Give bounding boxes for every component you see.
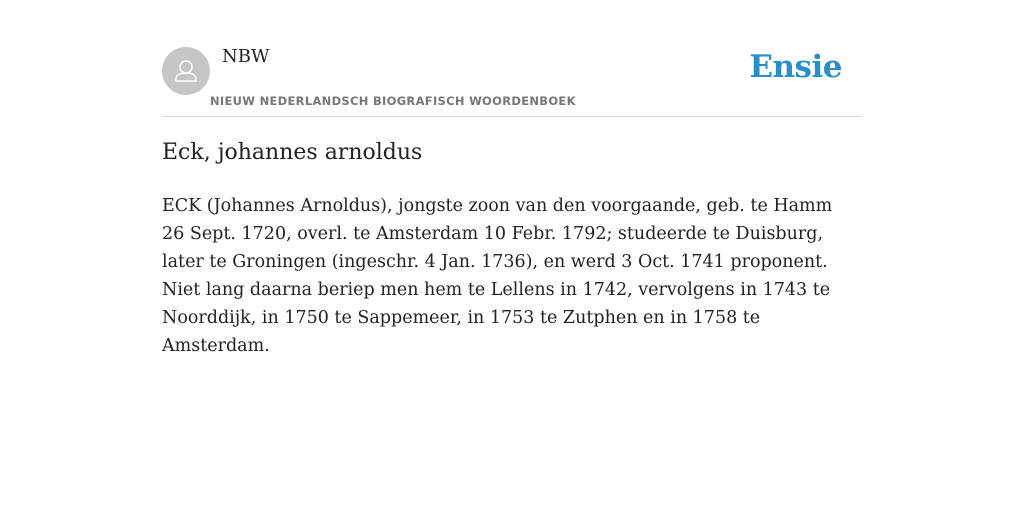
source-full-name: NIEUW NEDERLANDSCH BIOGRAFISCH WOORDENBOEK bbox=[210, 94, 576, 108]
entry-card bbox=[162, 0, 862, 512]
source-abbreviation[interactable]: NBW bbox=[222, 46, 270, 67]
entry-title: Eck, johannes arnoldus bbox=[162, 140, 423, 165]
entry-header bbox=[162, 0, 862, 117]
user-icon bbox=[162, 47, 210, 95]
entry-body: ECK (Johannes Arnoldus), jongste zoon van den voorgaande, geb. te Hamm 26 Sept. 1720, overl. te Amsterdam 10 Febr. 1792; studeerde te Duisburg, later te Groningen (ingeschr. 4 Jan. 1736), en werd 3 Oct. 1741 proponent. Niet lang daarna beriep men hem te Lellens in 1742, vervolgens in 1743 te Noorddijk, in 1750 te Sappemeer, in 1753 te Zutphen en in 1758 te Amsterdam. bbox=[162, 196, 833, 356]
avatar[interactable] bbox=[162, 47, 210, 95]
brand-logo[interactable]: Ensie bbox=[749, 49, 842, 85]
